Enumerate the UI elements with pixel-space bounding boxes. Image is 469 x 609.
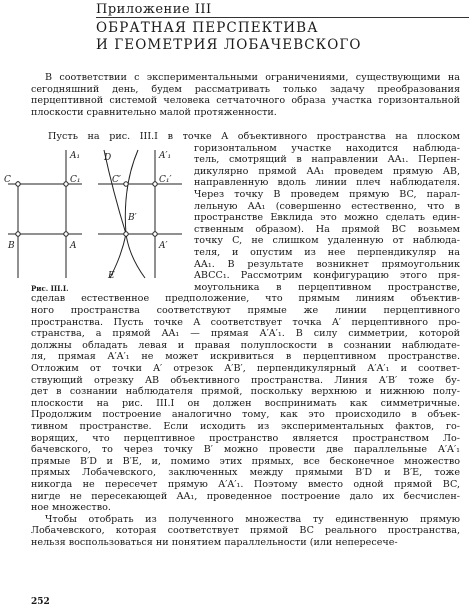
text-line: бачевского, то через точку B′ можно провести две параллельные A′A′₁ xyxy=(31,444,460,456)
label-c-prime: C′ xyxy=(112,175,121,185)
figure-iii-1 xyxy=(0,148,194,283)
text-line-right: ственным образом). На прямой BC возьмем xyxy=(194,223,460,235)
text-line: прямых Лобачевского, заключенных между прямыми B′D и B′E, тоже xyxy=(31,467,460,479)
text-line: Продолжим построение аналогично тому, как это происходило в объек- xyxy=(31,409,460,421)
text-line: прямые B′D и B′E, и, помимо этих прямых, все бесконечное множество xyxy=(31,455,460,467)
text-line-right: дикулярно прямой AA₁ проведем прямую AB, xyxy=(194,165,460,177)
text-line-right: моугольника в перцептивном пространстве, xyxy=(194,281,460,293)
left-point-b xyxy=(16,232,20,236)
text-line: ворящих, что перцептивное пространство является пространством Ло- xyxy=(31,432,460,444)
text-line: Лобачевского, которая соответствует прямой BC реального пространства, xyxy=(31,525,460,537)
label-b-prime: B′ xyxy=(128,213,137,223)
text-line: дет в сознании наблюдателя прямой, поскольку верхнюю и нижнюю полу- xyxy=(31,386,460,398)
label-a1-prime: A′₁ xyxy=(159,151,172,161)
text-line: нельзя воспользоваться ни понятием параллельности (или непересече- xyxy=(31,537,398,548)
text-line-right: тель, смотрящий в направлении AA₁. Перпен- xyxy=(194,154,460,166)
text-line: нигде не пересекающей AA₁, проведенное построение дало их бесчислен- xyxy=(31,490,460,502)
text-line: ное множество. xyxy=(31,502,111,514)
label-a-prime: A′ xyxy=(159,241,168,251)
text-line: тивном пространстве. Если исходить из экспериментальных фактов, го- xyxy=(31,421,460,432)
text-line-right: AA₁. В результате возникнет прямоугольник xyxy=(194,258,460,270)
text-line: Отложим от точки A′ отрезок A′B′, перпендикулярный A′A′₁ и соответ- xyxy=(31,363,460,374)
text-line-right: ABCC₁. Рассмотрим конфигурацию этого пря- xyxy=(194,270,460,282)
figure-caption: Рис. III.I. xyxy=(31,284,69,293)
label-e: E xyxy=(108,271,115,281)
text-line: Чтобы отобрать из полученного множества ту единственную прямую xyxy=(45,513,460,525)
text-line-right: направленную вдоль линии плеч наблюдателя. xyxy=(194,177,460,189)
text-line: никогда не пересечет прямую A′A′₁. Поэтому вместо одной прямой BC, xyxy=(31,479,460,490)
text-line-right: лельную AA₁ (совершенно естественно, что в xyxy=(194,200,460,212)
text-line-right: точку C, не слишком удаленную от наблюда- xyxy=(194,235,460,247)
right-point-c xyxy=(124,182,128,186)
text-line: сделав естественное предположение, что прямым линиям объектив- xyxy=(31,293,460,305)
text-line: странства, а прямой AA₁ — прямая A′A′₁. В силу симметрии, которой xyxy=(31,328,460,340)
text-line: ля, прямая A′A′₁ не может искривиться в перцептивном пространстве. xyxy=(31,351,460,363)
right-curve-b-e xyxy=(126,234,145,278)
page-number: 252 xyxy=(31,597,50,607)
left-point-c1 xyxy=(64,182,68,186)
text-line: плоскости на рис. III.I он должен воспринимать как симметричные. xyxy=(31,397,460,409)
left-point-a xyxy=(64,232,68,236)
appendix-label: Приложение III xyxy=(96,2,212,17)
right-point-a xyxy=(153,232,157,236)
label-c1-prime: C₁′ xyxy=(159,175,172,185)
label-b: B xyxy=(8,241,15,251)
label-a: A xyxy=(70,241,77,251)
chapter-title-line-2: И ГЕОМЕТРИЯ ЛОБАЧЕВСКОГО xyxy=(96,37,362,53)
text-line-right: пространстве Евклида это можно сделать един- xyxy=(194,212,460,224)
text-line-right: горизонтальном участке находится наблюда- xyxy=(194,142,460,154)
text-line-right: теля, и опустим из нее перпендикуляр на xyxy=(194,247,460,258)
label-c: C xyxy=(4,175,11,185)
text-line: пространства. Пусть точке A соответствует точка A′ перцептивного про- xyxy=(31,316,460,328)
header-rule xyxy=(96,17,469,18)
text-line-right: Через точку B проведем прямую BC, парал- xyxy=(194,189,460,200)
left-point-c xyxy=(16,182,20,186)
text-line-right: Пусть на рис. III.I в точке A объективного пространства на плоском xyxy=(48,131,460,142)
right-point-b xyxy=(124,232,128,236)
text-line: должны обладать левая и правая полуплоскости в сознании наблюдате- xyxy=(31,339,460,351)
label-a1: A₁ xyxy=(70,151,81,161)
right-point-c1 xyxy=(153,182,157,186)
intro-paragraph: В соответствии с экспериментальными ограничениями, существующими на сегодняшний день, будем рассматривать только задачу преобразования перцептивной системой человека сетчаточного образа участка горизонтальной плоскости сравнительно малой протяженности. xyxy=(31,72,460,118)
chapter-title-line-1: ОБРАТНАЯ ПЕРСПЕКТИВА xyxy=(96,20,319,36)
label-d: D xyxy=(104,153,112,163)
text-line: ного пространства соответствуют прямые же линии перцептивного xyxy=(31,305,460,316)
text-line: ствующий отрезку AB объективного пространства. Линия A′B′ тоже бу- xyxy=(31,374,460,386)
label-c1: C₁ xyxy=(70,175,81,185)
